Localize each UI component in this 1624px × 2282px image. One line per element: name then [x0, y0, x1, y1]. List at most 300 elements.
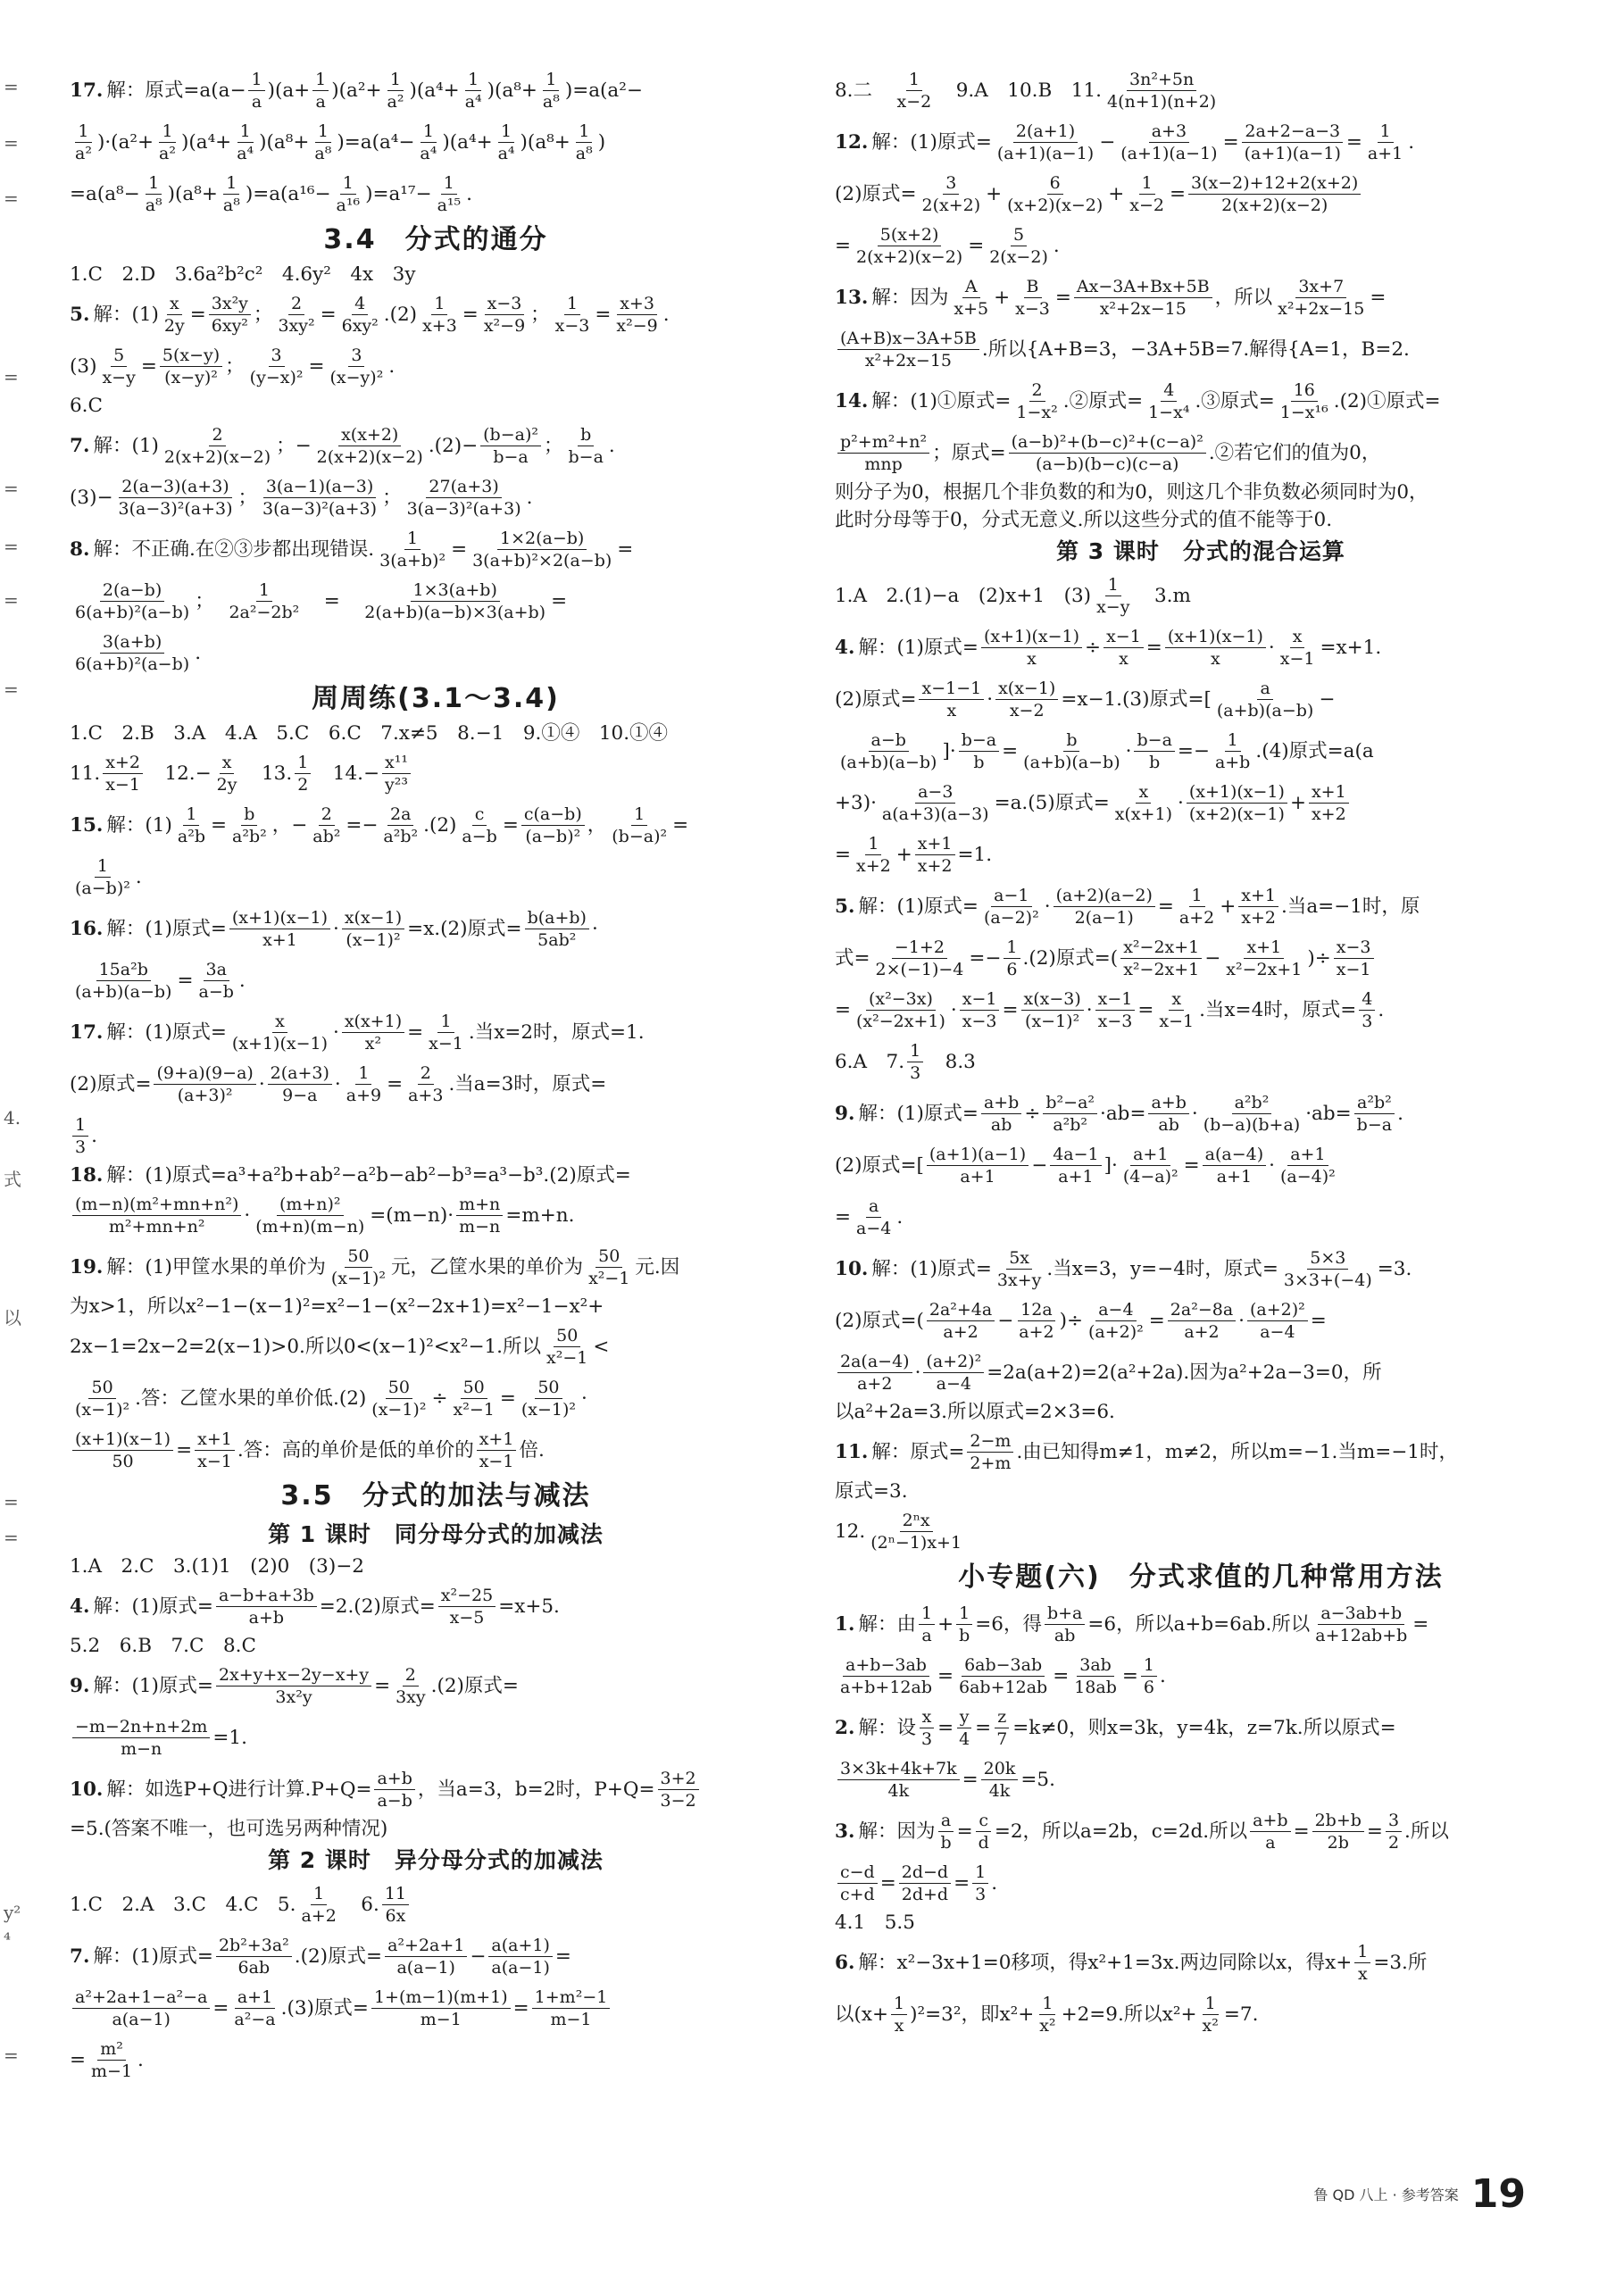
- text-run: =: [70, 2048, 87, 2071]
- text-run: 8.3: [926, 1050, 976, 1073]
- fraction: [879, 781, 992, 825]
- text-run: =: [177, 969, 194, 992]
- fraction: [1127, 172, 1167, 216]
- answer-line: [70, 627, 802, 679]
- fraction-denominator: 2(a+b)(a−b)×3(a+b): [364, 602, 546, 622]
- fraction-denominator: 3×3+(−4): [1283, 1270, 1372, 1290]
- fraction-denominator: a⁴: [237, 143, 254, 163]
- answer-line: [835, 427, 1567, 479]
- fraction-denominator: b: [1149, 752, 1161, 772]
- fraction-numerator: 50: [554, 1325, 580, 1347]
- text-run: 解：(1)原式=a³+a²b+ab²−a²b−ab²−b³=a³−b³.(2)原式=: [106, 1164, 631, 1187]
- question-number: 12.: [835, 130, 869, 154]
- question-number: 18.: [70, 1164, 104, 1187]
- fraction-numerator: a+b: [1250, 1810, 1290, 1832]
- text-run: 解：(1): [93, 434, 159, 457]
- fraction: [1120, 937, 1202, 980]
- fraction-numerator: 1: [146, 172, 162, 195]
- fraction-denominator: (a+b)(a−b): [840, 752, 937, 772]
- fraction-numerator: x+1: [1244, 937, 1284, 959]
- edge-mark: =: [4, 478, 19, 499]
- fraction: [1188, 172, 1361, 216]
- fraction-numerator: (x+1)(x−1): [1187, 781, 1287, 804]
- fraction-denominator: 4k: [988, 1780, 1011, 1801]
- fraction-numerator: x(x−1): [995, 678, 1058, 700]
- fraction-denominator: 2b: [1327, 1832, 1349, 1853]
- text-run: ·: [581, 1387, 587, 1410]
- text-run: .当a=−1时，原: [1281, 895, 1420, 918]
- fraction-denominator: (b−a)²: [612, 826, 668, 846]
- fraction-denominator: (x−1)²: [521, 1399, 577, 1420]
- text-run: =: [1412, 1612, 1429, 1636]
- fraction-numerator: A: [962, 276, 980, 298]
- fraction: [995, 678, 1058, 721]
- fraction-numerator: b: [241, 804, 257, 826]
- fraction-numerator: (a+2)²: [923, 1351, 984, 1373]
- text-run: .(3)原式=: [280, 1996, 369, 2020]
- fraction-denominator: m²+mn+n²: [108, 1216, 205, 1237]
- fraction-numerator: 2a+2−a−3: [1242, 121, 1343, 143]
- text-run: 12.: [835, 1520, 866, 1543]
- edge-mark: =: [4, 76, 19, 97]
- fraction: [837, 1654, 935, 1698]
- answer-line: [835, 1087, 1567, 1139]
- fraction: [268, 1062, 332, 1106]
- fraction-denominator: 3: [975, 1884, 987, 1904]
- edge-mark: =: [4, 679, 19, 700]
- text-run: =: [320, 303, 337, 326]
- fraction: [1134, 729, 1174, 773]
- fraction: [1004, 937, 1020, 980]
- fraction-denominator: a(a+3)(a−3): [881, 804, 989, 824]
- answer-line: [70, 954, 802, 1006]
- fraction-numerator: a−b+a+3b: [216, 1585, 317, 1607]
- text-run: =: [451, 537, 468, 561]
- text-run: =: [512, 1996, 529, 2020]
- fraction: [837, 1861, 878, 1905]
- text-run: )=a(a¹⁶−: [245, 182, 331, 205]
- fraction-numerator: 1: [340, 172, 356, 195]
- fraction: [609, 804, 670, 847]
- fraction-denominator: x−y: [102, 367, 136, 387]
- fraction-denominator: x²−1: [546, 1347, 588, 1368]
- text-run: ÷: [1024, 1102, 1041, 1125]
- answer-line: [70, 1424, 802, 1476]
- fraction: [1187, 781, 1287, 825]
- fraction: [209, 293, 251, 337]
- text-run: .当x=3，y=−4时，原式=: [1046, 1257, 1278, 1280]
- page-number: 19: [1470, 2171, 1526, 2217]
- fraction-denominator: a⁴: [420, 143, 437, 163]
- fraction-numerator: 1: [919, 1603, 935, 1625]
- fraction: [837, 328, 979, 371]
- fraction-numerator: 1: [1189, 885, 1205, 907]
- text-run: 解：(1)原式=: [858, 636, 979, 659]
- fraction-numerator: 50: [88, 1377, 115, 1399]
- text-run: ·: [258, 1072, 265, 1095]
- fraction-numerator: x−1: [1103, 626, 1144, 648]
- fraction-numerator: 1: [159, 121, 175, 143]
- text-run: .(2)原式=: [430, 1674, 519, 1697]
- fraction-numerator: (a−b)²+(b−c)²+(c−a)²: [1009, 431, 1206, 454]
- fraction: [1009, 431, 1206, 475]
- fraction-denominator: a(a−1): [396, 1957, 455, 1978]
- fraction-denominator: x+2: [1241, 907, 1276, 928]
- fraction: [544, 1325, 590, 1369]
- fraction-denominator: (x−1)²: [1025, 1011, 1080, 1031]
- fraction-numerator: 50: [535, 1377, 562, 1399]
- text-run: 此时分母等于0，分式无意义.所以这些分式的值不能等于0.: [835, 509, 1333, 531]
- fraction-denominator: a+2: [1184, 1321, 1220, 1342]
- fraction-denominator: (x+2)(x−1): [1188, 804, 1285, 824]
- text-run: (2)原式=(: [835, 1309, 924, 1332]
- fraction-numerator: 2a: [387, 804, 413, 826]
- text-run: =6，得: [975, 1612, 1042, 1636]
- fraction: [1156, 988, 1196, 1032]
- fraction-numerator: a−3: [915, 781, 955, 804]
- fraction-numerator: a²+2a+1−a²−a: [72, 1986, 210, 2009]
- edge-mark: 4.: [4, 1107, 21, 1129]
- text-run: =: [1002, 739, 1019, 762]
- text-run: 解：(1)原式=: [858, 895, 979, 918]
- answer-line: [70, 799, 802, 851]
- text-run: =: [1002, 998, 1019, 1021]
- question-number: 9.: [70, 1674, 90, 1697]
- fraction-denominator: 7: [996, 1728, 1008, 1749]
- fraction-denominator: x−1: [1279, 648, 1315, 669]
- text-run: 解：设: [858, 1716, 916, 1739]
- subsection-heading: 第 1 课时 同分母分式的加减法: [268, 1521, 604, 1547]
- fraction: [417, 121, 439, 164]
- answer-line: [70, 420, 802, 471]
- fraction-numerator: c(a−b): [521, 804, 585, 826]
- text-run: =: [1157, 895, 1174, 918]
- fraction-numerator: (m−n)(m²+mn+n²): [72, 1194, 241, 1216]
- fraction-numerator: x+1: [1309, 781, 1349, 804]
- fraction: [1200, 1993, 1221, 2036]
- answer-line: [70, 575, 802, 627]
- text-run: 3.m: [1135, 584, 1191, 607]
- fraction: [1013, 379, 1060, 423]
- fraction-denominator: m−n: [459, 1216, 501, 1237]
- fraction: [919, 1603, 935, 1646]
- fraction-numerator: 1: [256, 579, 272, 602]
- fraction-numerator: 1: [972, 1861, 988, 1884]
- fraction-denominator: a+2: [301, 1905, 337, 1926]
- fraction: [995, 121, 1096, 164]
- text-run: ·: [591, 917, 598, 940]
- fraction: [1094, 574, 1132, 618]
- fraction-denominator: (2ⁿ−1)x+1: [870, 1532, 962, 1553]
- fraction-denominator: m−n: [121, 1738, 162, 1759]
- fraction-numerator: x(x+1): [342, 1011, 404, 1033]
- fraction: [1238, 885, 1278, 929]
- text-run: =: [956, 1820, 973, 1843]
- text-run: +: [994, 286, 1011, 309]
- fraction: [385, 69, 407, 112]
- fraction-denominator: 4(n+1)(n+2): [1106, 91, 1217, 112]
- fraction-denominator: x−3: [1015, 298, 1050, 319]
- fraction-numerator: (b−a)²: [480, 424, 541, 446]
- text-run: −: [1204, 946, 1221, 970]
- text-run: 解：(1): [106, 813, 172, 837]
- text-run: 2x−1=2x−2=2(x−1)>0.所以0<(x−1)²<x²−1.所以: [70, 1335, 542, 1358]
- fraction: [919, 172, 983, 216]
- fraction-denominator: a+2: [1178, 907, 1215, 928]
- fraction: [981, 626, 1082, 670]
- fraction: [229, 1011, 330, 1054]
- text-run: 6.A 7.: [835, 1050, 905, 1073]
- text-run: 6.: [341, 1893, 379, 1916]
- question-number: 17.: [70, 79, 104, 102]
- fraction: [837, 431, 929, 475]
- fraction-numerator: 1+m²−1: [532, 1986, 611, 2009]
- text-run: 解：x²−3x+1=0移项，得x²+1=3x.两边同除以x，得x+: [858, 1951, 1353, 1974]
- text-run: =: [879, 1871, 896, 1895]
- fraction-numerator: 1: [906, 69, 922, 91]
- fraction-numerator: a(a−4): [1203, 1144, 1267, 1166]
- answer-line: [835, 64, 1567, 116]
- fraction-denominator: x: [1211, 648, 1220, 669]
- text-run: =: [1053, 1664, 1070, 1687]
- fraction-denominator: x: [894, 2015, 904, 2036]
- fraction-denominator: 6ab+12ab: [959, 1677, 1048, 1697]
- fraction-numerator: 50: [386, 1377, 412, 1399]
- fraction-denominator: x−1: [1159, 1011, 1195, 1031]
- fraction: [837, 1351, 912, 1395]
- fraction-numerator: 2: [319, 804, 335, 826]
- fraction-denominator: x−1: [479, 1451, 514, 1471]
- fraction-denominator: (a+3)²: [177, 1085, 233, 1105]
- fraction-numerator: 5: [1011, 224, 1027, 246]
- fraction: [895, 69, 935, 112]
- fraction: [1275, 276, 1367, 320]
- answer-line: [835, 1191, 1567, 1243]
- fraction: [915, 833, 955, 877]
- fraction-denominator: x−3: [554, 315, 590, 336]
- fraction-denominator: a⁴: [497, 143, 515, 163]
- text-run: =1.: [957, 843, 993, 866]
- text-run: )(a⁸+: [520, 130, 570, 154]
- text-run: 倍.: [519, 1438, 545, 1462]
- fraction: [216, 1664, 371, 1708]
- fraction: [907, 1040, 923, 1084]
- text-run: =: [1366, 1820, 1383, 1843]
- answer-line: [835, 1295, 1567, 1346]
- text-run: =2，所以a=2b，c=2d.所以: [994, 1820, 1248, 1843]
- text-run: =: [962, 1768, 979, 1791]
- fraction-numerator: a−4: [1095, 1299, 1136, 1321]
- fraction-numerator: 3x²y: [209, 293, 251, 315]
- edge-mark: =: [4, 187, 19, 209]
- fraction: [275, 293, 317, 337]
- fraction-denominator: a−b: [377, 1790, 412, 1811]
- fraction-numerator: 1: [248, 69, 264, 91]
- text-run: 元.因: [635, 1255, 680, 1278]
- text-run: .当a=3时，原式=: [448, 1072, 607, 1095]
- fraction-numerator: 1: [237, 121, 254, 143]
- answer-line: [835, 1036, 1567, 1087]
- fraction-denominator: (a+b)(a−b): [1216, 700, 1314, 720]
- text-run: =6，所以a+b=6ab.所以: [1087, 1612, 1311, 1636]
- text-run: .: [1378, 998, 1385, 1021]
- fraction-numerator: x−3: [1334, 937, 1374, 959]
- answer-line: [70, 1712, 802, 1763]
- fraction-numerator: 2(a−b): [100, 579, 164, 602]
- text-run: =: [210, 813, 227, 837]
- fraction-denominator: ab: [1054, 1625, 1076, 1645]
- fraction-denominator: a+1: [1367, 143, 1403, 163]
- text-run: =−: [346, 813, 379, 837]
- text-run: +: [986, 182, 1003, 205]
- fraction: [456, 1194, 503, 1237]
- fraction: [1086, 1299, 1146, 1343]
- fraction-denominator: ab²: [312, 826, 341, 846]
- fraction-numerator: 3+2: [658, 1768, 699, 1790]
- fraction-denominator: a+1: [960, 1166, 995, 1187]
- text-run: .: [896, 1205, 904, 1228]
- fraction-numerator: x: [1136, 781, 1151, 804]
- fraction: [837, 729, 939, 773]
- text-run: =5.: [1020, 1768, 1055, 1791]
- fraction-denominator: a⁸: [575, 143, 593, 163]
- fraction-numerator: 4: [352, 293, 368, 315]
- answer-line: [70, 1241, 802, 1293]
- fraction: [248, 69, 264, 112]
- fraction: [143, 172, 165, 216]
- text-run: =a.(5)原式=: [994, 791, 1110, 814]
- edge-mark: y²: [4, 1902, 21, 1923]
- text-run: ，所以: [1214, 286, 1273, 309]
- text-run: .答：高的单价是低的单价的: [237, 1438, 474, 1462]
- fraction-denominator: ab: [990, 1114, 1012, 1135]
- fraction: [1141, 1654, 1157, 1698]
- fraction-numerator: 3: [348, 345, 364, 367]
- fraction-denominator: 3: [1362, 1011, 1373, 1031]
- question-number: 14.: [835, 389, 869, 412]
- fraction-denominator: a²b: [177, 826, 205, 846]
- fraction: [72, 1986, 210, 2030]
- text-run: +: [1289, 791, 1306, 814]
- text-run: =: [407, 1020, 424, 1044]
- text-run: .: [135, 865, 142, 888]
- text-run: ·: [1086, 998, 1093, 1021]
- text-run: =x+1.: [1320, 636, 1382, 659]
- section-heading: 3.4 分式的通分: [323, 224, 548, 255]
- text-run: =: [308, 354, 325, 378]
- fraction-denominator: c+d: [840, 1884, 875, 1904]
- fraction: [1281, 1247, 1375, 1291]
- answer-line: [70, 1293, 802, 1320]
- answer-line: [70, 1580, 802, 1632]
- fraction-numerator: 2(a+3): [268, 1062, 332, 1085]
- fraction-denominator: x+3: [422, 315, 457, 336]
- fraction-numerator: 5x: [1006, 1247, 1032, 1270]
- text-run: −: [1099, 130, 1116, 154]
- fraction-denominator: x²: [1202, 2015, 1219, 2036]
- text-run: +: [1108, 182, 1125, 205]
- fraction-denominator: x−2: [1009, 700, 1045, 720]
- fraction: [156, 121, 179, 164]
- answer-line: [70, 116, 802, 168]
- text-run: 式=: [835, 946, 870, 970]
- fraction: [1037, 1993, 1058, 2036]
- fraction-denominator: y²³: [385, 774, 408, 795]
- fraction: [329, 1245, 388, 1289]
- text-run: =: [937, 1716, 954, 1739]
- answer-line: [70, 392, 802, 420]
- fraction-denominator: 3(a−3)²(a+3): [406, 498, 521, 519]
- fraction-denominator: a(a−1): [491, 1957, 550, 1978]
- fraction-denominator: a: [315, 91, 326, 112]
- text-run: −: [997, 1309, 1014, 1332]
- fraction: [369, 1377, 429, 1420]
- text-run: 11.: [70, 762, 101, 785]
- answer-column-left: [70, 64, 802, 2086]
- text-run: =: [1222, 130, 1239, 154]
- answer-line: [70, 1632, 802, 1660]
- text-run: +2=9.所以x²+: [1061, 2003, 1197, 2026]
- fraction: [344, 1062, 384, 1106]
- fraction-denominator: mnp: [864, 454, 903, 474]
- fraction-denominator: x²+2x−15: [864, 350, 952, 371]
- fraction: [553, 293, 593, 337]
- text-run: =2.(2)原式=: [319, 1595, 436, 1618]
- fraction-numerator: b−a: [1134, 729, 1174, 752]
- fraction: [1104, 69, 1219, 112]
- text-run: ；: [237, 486, 258, 509]
- fraction-numerator: (a+2)(a−2): [1054, 885, 1155, 907]
- fraction-numerator: 1: [1203, 1993, 1219, 2015]
- fraction-denominator: a⁴: [464, 91, 482, 112]
- fraction-numerator: (9+a)(9−a): [154, 1062, 255, 1085]
- fraction-denominator: (y−x)²: [249, 367, 304, 387]
- fraction-numerator: a+b: [1148, 1092, 1188, 1114]
- fraction-denominator: x²−1: [588, 1268, 630, 1288]
- fraction-numerator: 1: [1139, 172, 1155, 195]
- fraction-denominator: b−a: [493, 446, 529, 467]
- fraction-numerator: 16: [1291, 379, 1318, 402]
- fraction-denominator: 3x²y: [275, 1687, 312, 1707]
- fraction-numerator: b+a: [1045, 1603, 1085, 1625]
- fraction: [927, 1144, 1029, 1187]
- fraction: [956, 1706, 972, 1750]
- text-run: ，: [587, 813, 607, 837]
- answer-line: [70, 1320, 802, 1372]
- text-run: −: [1031, 1153, 1048, 1177]
- fraction-denominator: (a+b)(a−b): [75, 981, 172, 1002]
- fraction-denominator: a²b²: [232, 826, 267, 846]
- edge-mark: ⁴: [4, 1928, 12, 1950]
- fraction-denominator: a⁸: [314, 143, 332, 163]
- answer-line: [835, 621, 1567, 673]
- question-number: 5.: [835, 895, 855, 918]
- fraction-denominator: (a+b)(a−b): [1023, 752, 1120, 772]
- fraction: [1074, 276, 1212, 320]
- fraction: [405, 1062, 446, 1106]
- fraction: [1242, 121, 1344, 164]
- fraction-numerator: x: [167, 293, 182, 315]
- fraction-numerator: a: [1257, 678, 1272, 700]
- fraction-numerator: x(x−1): [342, 907, 404, 929]
- text-run: )÷: [1059, 1309, 1083, 1332]
- fraction-denominator: a²: [387, 91, 404, 112]
- fraction: [1054, 885, 1155, 929]
- text-run: .: [1159, 1664, 1166, 1687]
- text-run: ·: [1238, 1309, 1245, 1332]
- question-number: 1.: [835, 1612, 855, 1636]
- text-run: =: [835, 998, 852, 1021]
